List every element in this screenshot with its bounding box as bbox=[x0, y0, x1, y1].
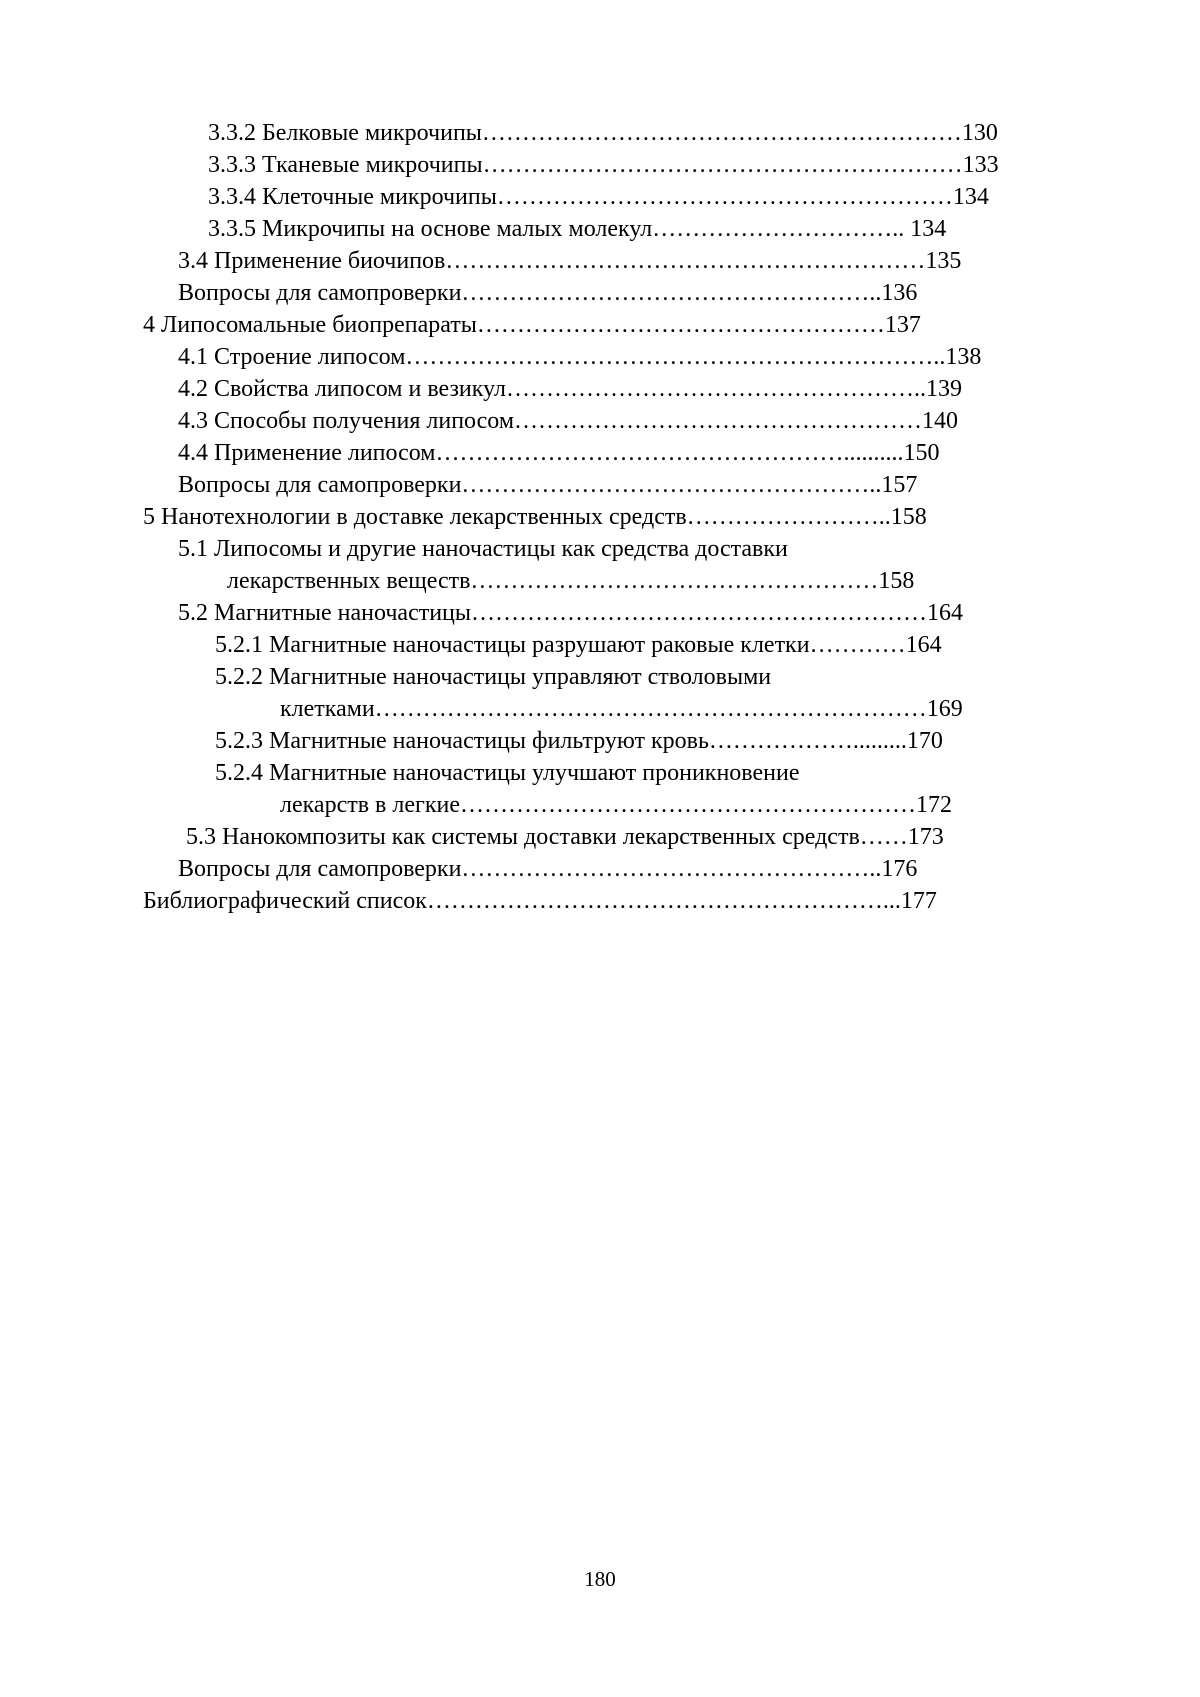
toc-entry-4-2: 4.2 Свойства липосом и везикул……………………………………………..139 bbox=[178, 376, 963, 402]
toc-entry-5-2-4: 5.2.4 Магнитные наночастицы улучшают проникновение bbox=[215, 760, 800, 786]
toc-entry-5-2: 5.2 Магнитные наночастицы…………………………………………………164 bbox=[178, 600, 964, 626]
toc-entry-5-2-4-continued: лекарств в легкие…………………………………………………172 bbox=[280, 792, 953, 818]
toc-entry-5-2-2: 5.2.2 Магнитные наночастицы управляют стволовыми bbox=[215, 664, 772, 690]
toc-entry-bibliography: Библиографический список…………………………………………………...177 bbox=[143, 888, 937, 914]
toc-entry-3-3-4: 3.3.4 Клеточные микрочипы…………………………………………………134 bbox=[208, 184, 989, 210]
toc-entry-5-1-continued: лекарственных веществ……………………………………………158 bbox=[227, 568, 915, 594]
toc-entry-3-4: 3.4 Применение биочипов……………………………………………………135 bbox=[178, 248, 962, 274]
toc-entry-5-1: 5.1 Липосомы и другие наночастицы как средства доставки bbox=[178, 536, 788, 562]
toc-entry-5-2-1: 5.2.1 Магнитные наночастицы разрушают раковые клетки…………164 bbox=[215, 632, 942, 658]
toc-entry-4-4: 4.4 Применение липосом……………………………………………..........150 bbox=[178, 440, 940, 466]
page-number: 180 bbox=[584, 1567, 616, 1591]
toc-entry-questions-5: Вопросы для самопроверки……………………………………………..176 bbox=[178, 856, 918, 882]
toc-entry-4-3: 4.3 Способы получения липосом……………………………………………140 bbox=[178, 408, 959, 434]
toc-entry-questions-3: Вопросы для самопроверки……………………………………………..136 bbox=[178, 280, 918, 306]
toc-entry-5: 5 Нанотехнологии в доставке лекарственных средств……………………..158 bbox=[143, 504, 927, 530]
toc-entry-3-3-2: 3.3.2 Белковые микрочипы……………………………………………………130 bbox=[208, 120, 998, 146]
toc-entry-5-2-2-continued: клетками……………………………………………………………169 bbox=[280, 696, 963, 722]
toc-entry-3-3-5: 3.3.5 Микрочипы на основе малых молекул………………………….. 134 bbox=[208, 216, 947, 242]
toc-entry-questions-4: Вопросы для самопроверки……………………………………………..157 bbox=[178, 472, 918, 498]
toc-entry-4: 4 Липосомальные биопрепараты……………………………………………137 bbox=[143, 312, 921, 338]
toc-entry-4-1: 4.1 Строение липосом…………………………………………………………..138 bbox=[178, 344, 982, 370]
toc-entry-5-3: 5.3 Нанокомпозиты как системы доставки лекарственных средств……173 bbox=[186, 824, 944, 850]
toc-entry-5-2-3: 5.2.3 Магнитные наночастицы фильтруют кровь……………….........170 bbox=[215, 728, 943, 754]
toc-entry-3-3-3: 3.3.3 Тканевые микрочипы……………………………………………………133 bbox=[208, 152, 999, 178]
